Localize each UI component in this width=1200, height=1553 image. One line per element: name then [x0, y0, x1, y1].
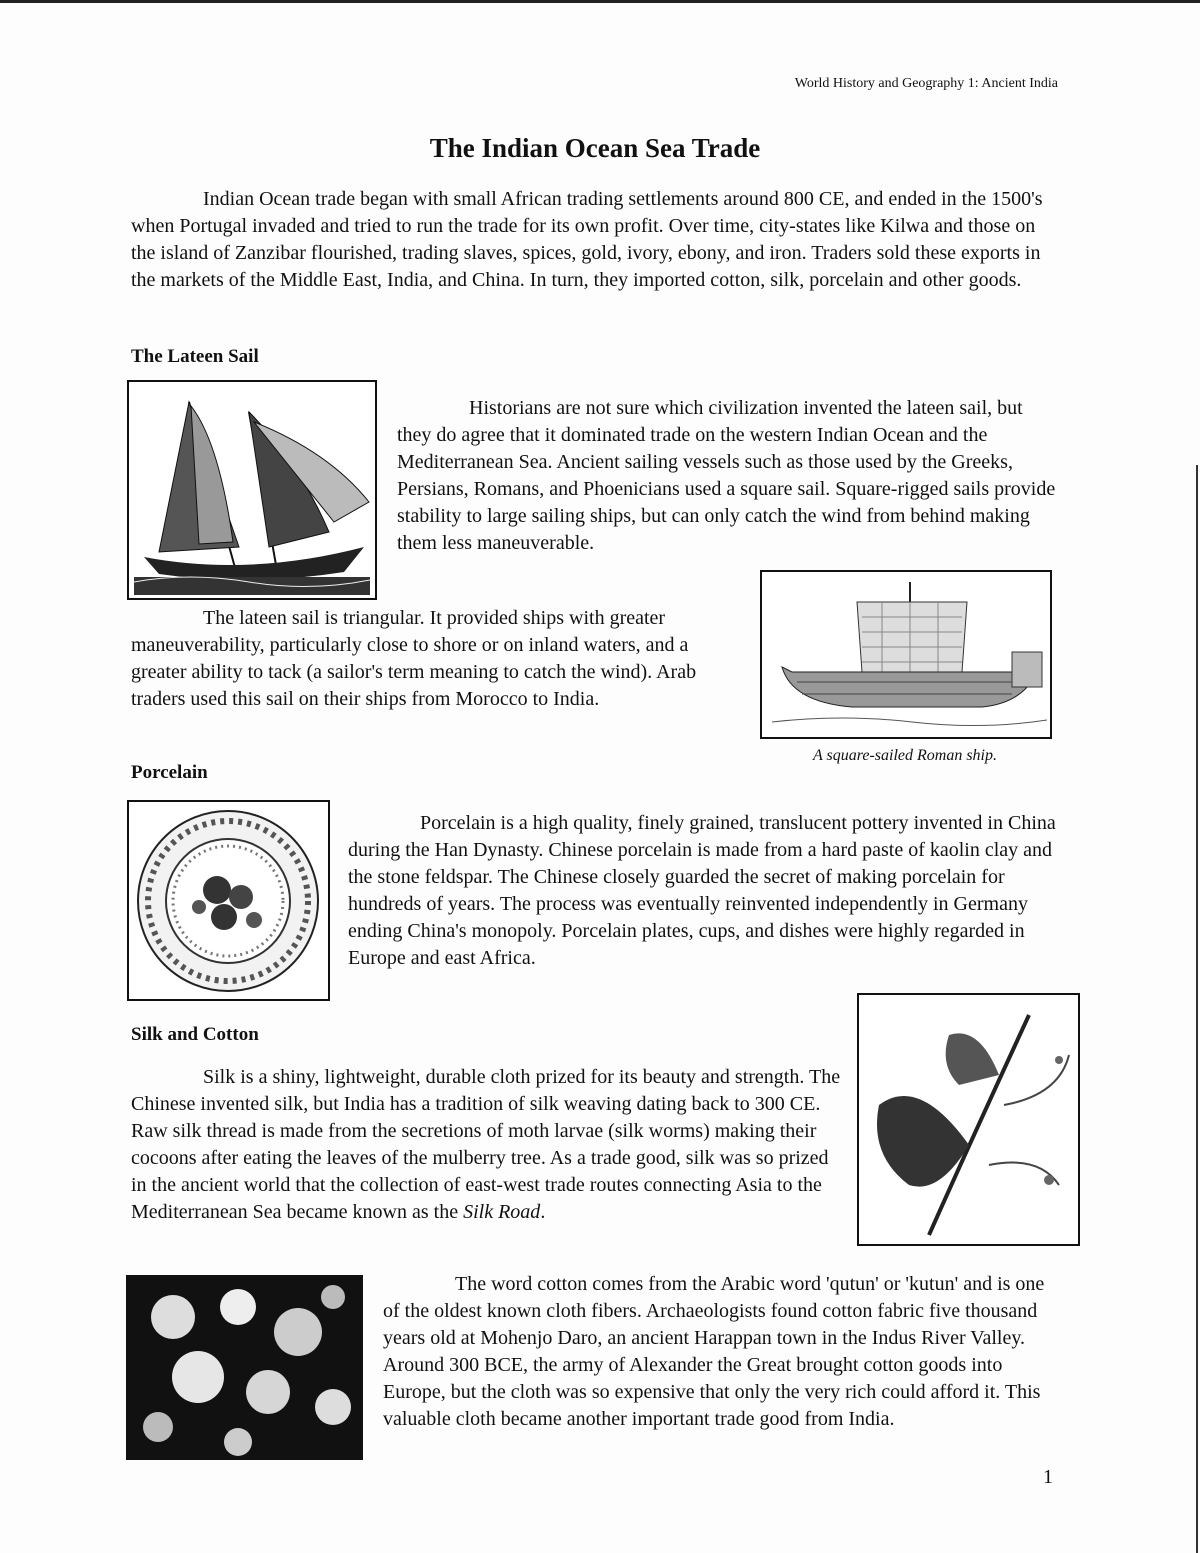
cotton-plant-illustration: [128, 1277, 361, 1458]
porcelain-plate-image: [127, 800, 330, 1001]
porcelain-paragraph: Porcelain is a high quality, finely grained, translucent pottery invented in China during the Han Dynasty. Chinese porcelain is made from a hard paste of kaolin clay and the stone feldspar. The Chinese closely guarded the secret of making porcelain for hundreds of years. The process was eventually reinvented independently in Germany ending China's monopoly. Porcelain plates, cups, and dishes were highly regarded in Europe and east Africa.: [348, 812, 1056, 969]
lateen-ship-image: [127, 380, 377, 600]
cotton-plant-image: [126, 1275, 363, 1460]
silk-paragraph-end: .: [540, 1201, 546, 1223]
page-number: 1: [1043, 1466, 1053, 1488]
lateen-paragraph-1: Historians are not sure which civilization invented the lateen sail, but they do agree that it dominated trade on the western Indian Ocean and the Mediterranean Sea. Ancient sailing vessels such as those used by the Greeks, Persians, Romans, and Phoenicians used a square sail. Square-rigged sails provide stability to large sailing ships, but can only catch the wind from behind making them less maneuverable.: [397, 397, 1056, 554]
roman-ship-illustration: [762, 572, 1050, 737]
running-head: World History and Geography 1: Ancient India: [794, 76, 1058, 91]
lateen-ship-illustration: [129, 382, 375, 598]
intro-paragraph: Indian Ocean trade began with small African trading settlements around 800 CE, and ended in the 1500's when Portugal invaded and tried to run the trade for its own profit. Over time, city-states like Kilwa and those on the island of Zanzibar flourished, trading slaves, spices, gold, ivory, ebony, and iron. Traders sold these exports in the markets of the Middle East, India, and China. In turn, they imported cotton, silk, porcelain and other goods.: [131, 188, 1043, 291]
silk-paragraph: [131, 1064, 843, 1226]
mulberry-leaves-illustration: [859, 995, 1078, 1244]
lateen-paragraph-2: The lateen sail is triangular. It provided ships with greater maneuverability, particularly close to shore or on inland waters, and a greater ability to tack (a sailor's term meaning to catch the wind). Arab traders used this sail on their ships from Morocco to India.: [131, 607, 697, 710]
scan-right-edge: [1196, 465, 1198, 1553]
porcelain-heading: Porcelain: [131, 762, 208, 783]
roman-ship-image: [760, 570, 1052, 739]
scan-top-edge: [0, 0, 1200, 3]
silk-road-term: Silk Road: [463, 1201, 541, 1223]
mulberry-leaves-image: [857, 993, 1080, 1246]
lateen-sail-heading: The Lateen Sail: [131, 346, 259, 367]
silk-cotton-heading: Silk and Cotton: [131, 1024, 259, 1045]
silk-paragraph-text: Silk is a shiny, lightweight, durable cloth prized for its beauty and strength. The Chinese invented silk, but India has a tradition of silk weaving dating back to 300 CE. Raw silk thread is made from the secretions of moth larvae (silk worms) making their cocoons after eating the leaves of the mulberry tree. As a trade good, silk was so prized in the ancient world that the collection of east-west trade routes connecting Asia to the Mediterranean Sea became known as the: [131, 1066, 841, 1223]
page-title: The Indian Ocean Sea Trade: [429, 133, 761, 163]
cotton-paragraph: The word cotton comes from the Arabic word 'qutun' or 'kutun' and is one of the oldest known cloth fibers. Archaeologists found cotton fabric five thousand years old at Mohenjo Daro, an ancient Harappan town in the Indus River Valley. Around 300 BCE, the army of Alexander the Great brought cotton goods into Europe, but the cloth was so expensive that only the very rich could afford it. This valuable cloth became another important trade good from India.: [383, 1273, 1045, 1430]
porcelain-plate-illustration: [129, 802, 328, 999]
roman-ship-caption: A square-sailed Roman ship.: [813, 747, 997, 764]
